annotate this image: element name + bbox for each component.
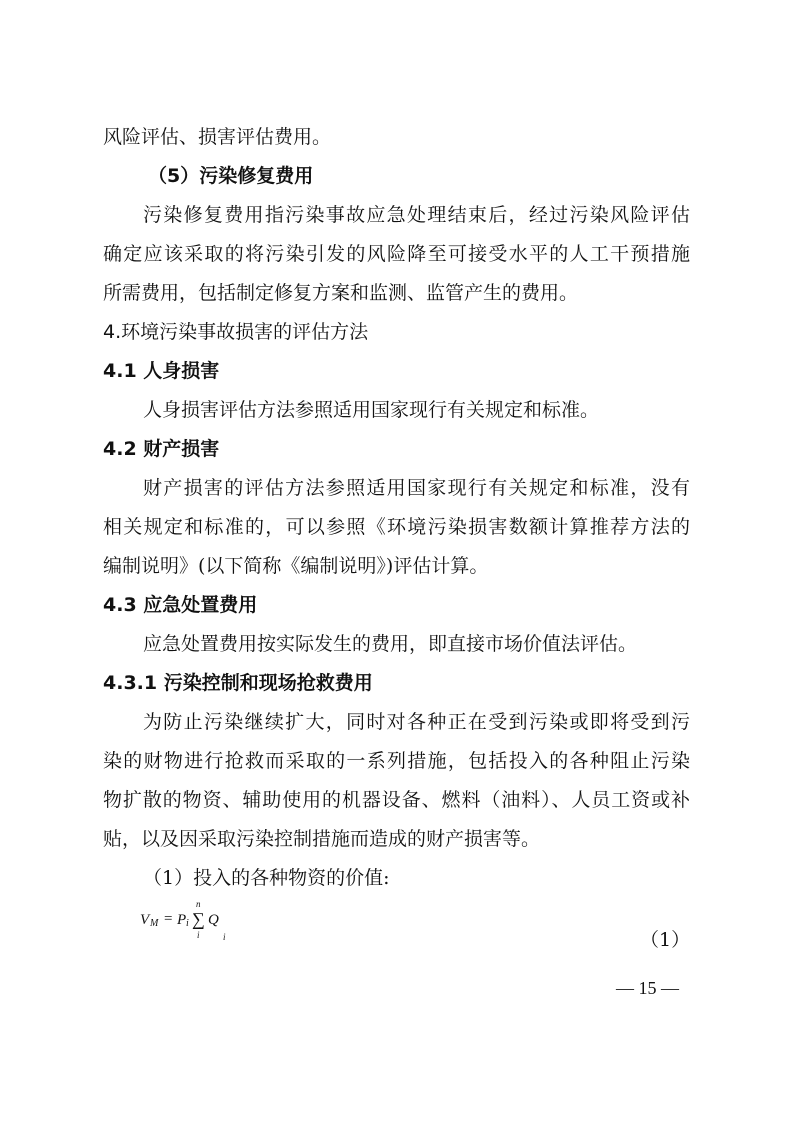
paragraph-line: 确定应该采取的将污染引发的风险降至可接受水平的人工干预措施 — [103, 243, 690, 265]
paragraph-line: 人身损害评估方法参照适用国家现行有关规定和标准。 — [143, 399, 600, 421]
section-heading-4: 4.环境污染事故损害的评估方法 — [103, 321, 369, 343]
page-number: — 15 — — [616, 978, 679, 998]
paragraph-line: 贴，以及因采取污染控制措施而造成的财产损害等。 — [103, 828, 541, 850]
formula-1 — [140, 899, 260, 952]
subsection-heading-4-2: 4.2 财产损害 — [103, 438, 220, 460]
line-1: 风险评估、损害评估费用。 — [103, 126, 332, 148]
subsection-heading-4-3: 4.3 应急处置费用 — [103, 594, 258, 616]
paragraph-line: 编制说明》(以下简称《编制说明》)评估计算。 — [103, 555, 489, 577]
equation-number: （1） — [640, 929, 691, 951]
formula-p: P — [177, 912, 187, 928]
formula-sigma: ∑ — [192, 909, 205, 929]
subsection-heading-4-1: 4.1 人身损害 — [103, 360, 220, 382]
formula-v: V — [140, 912, 150, 928]
heading-pollution-remediation-cost: （5）污染修复费用 — [148, 165, 314, 187]
paragraph-line: 染的财物进行抢救而采取的一系列措施，包括投入的各种阻止污染 — [103, 750, 690, 772]
subsection-heading-4-3-1: 4.3.1 污染控制和现场抢救费用 — [103, 672, 373, 694]
formula-v-subscript: M — [150, 918, 159, 929]
paragraph-line: 为防止污染继续扩大，同时对各种正在受到污染或即将受到污 — [143, 711, 690, 733]
paragraph-line: 所需费用，包括制定修复方案和监测、监管产生的费用。 — [103, 282, 579, 304]
formula-sigma-upper: n — [196, 899, 201, 909]
paragraph-line: 物扩散的物资、辅助使用的机器设备、燃料（油料）、人员工资或补 — [103, 789, 690, 811]
list-item-1: （1）投入的各种物资的价值: — [143, 867, 390, 889]
paragraph-line: 财产损害的评估方法参照适用国家现行有关规定和标准，没有 — [143, 477, 690, 499]
paragraph-line: 应急处置费用按实际发生的费用，即直接市场价值法评估。 — [143, 633, 638, 655]
formula-p-subscript: i — [186, 918, 189, 929]
formula-equals: = — [164, 911, 173, 927]
formula-q-subscript: i — [223, 932, 226, 942]
formula-sigma-lower: i — [197, 930, 200, 940]
formula-q: Q — [208, 912, 219, 928]
paragraph-line: 相关规定和标准的，可以参照《环境污染损害数额计算推荐方法的 — [103, 516, 690, 538]
paragraph-line: 污染修复费用指污染事故应急处理结束后，经过污染风险评估 — [143, 204, 690, 226]
